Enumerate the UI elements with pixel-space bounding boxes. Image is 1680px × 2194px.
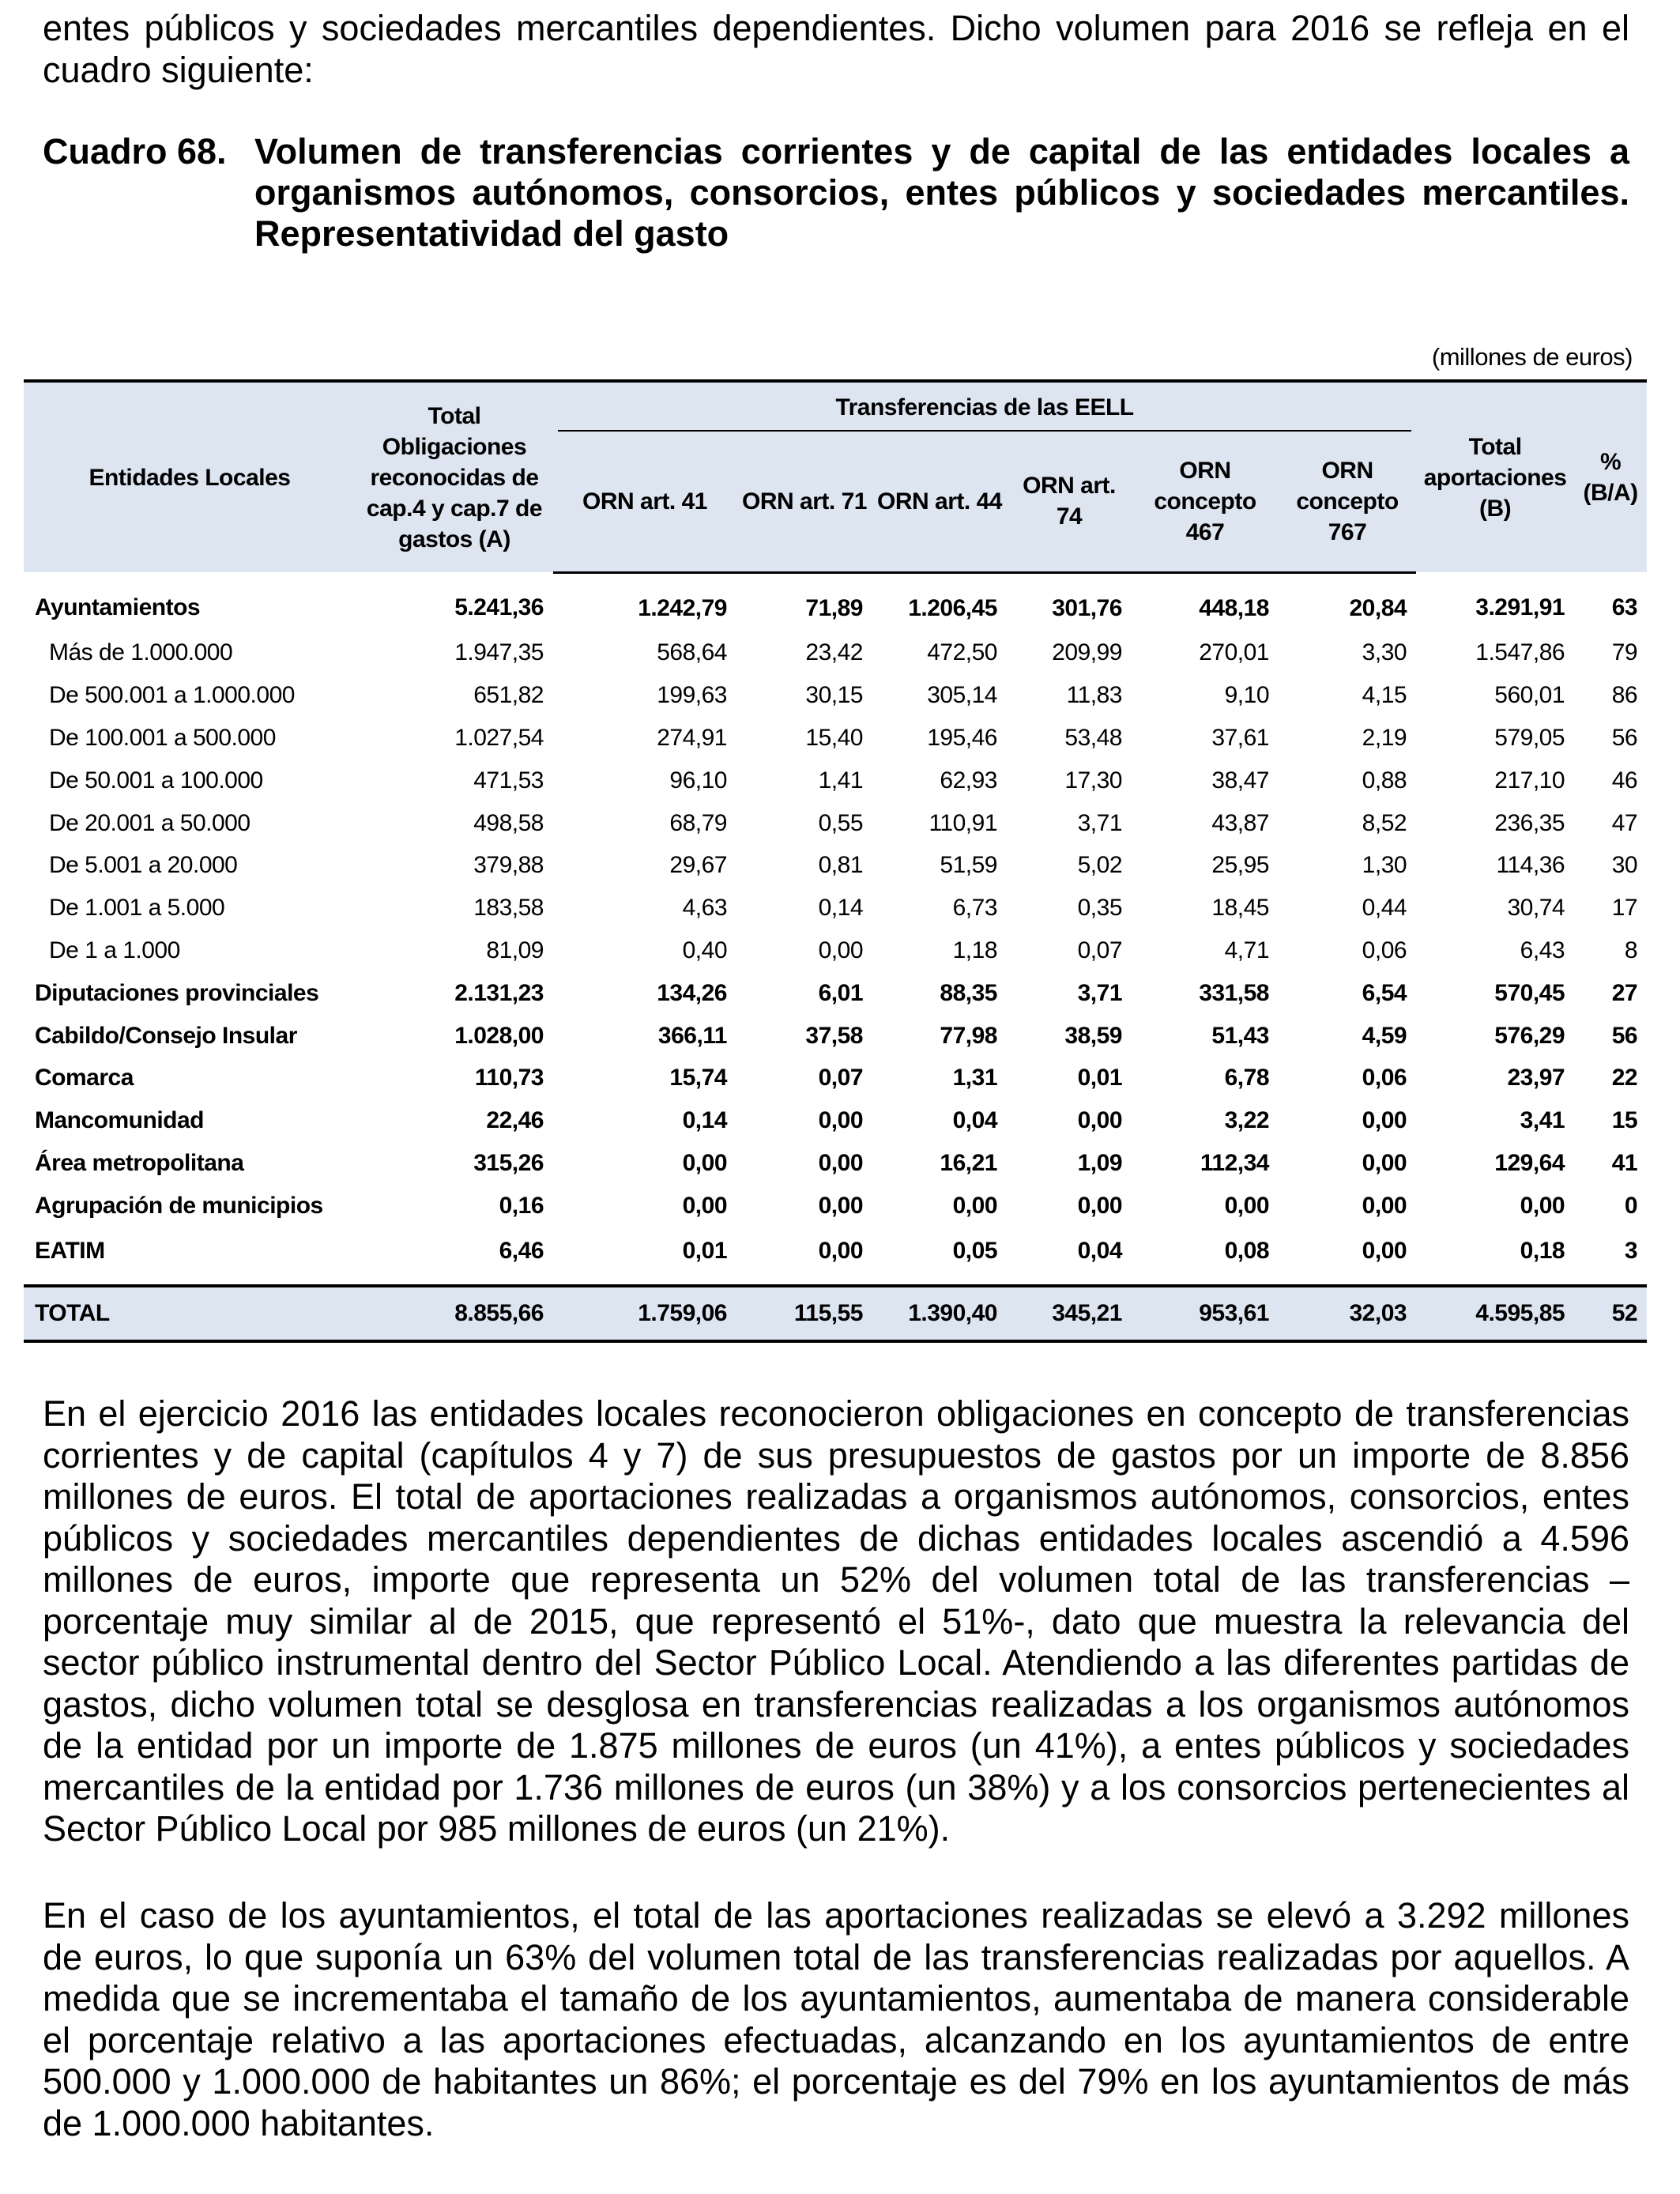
- table-cell: 46: [1611, 767, 1638, 794]
- table-cell: 301,76: [1052, 594, 1122, 621]
- table-cell: 0,01: [682, 1237, 727, 1264]
- table-cell: 41: [1611, 1149, 1638, 1176]
- total-cell: 8.855,66: [356, 1286, 553, 1341]
- table-cell: 3,41: [1520, 1107, 1565, 1134]
- table-cell: 0,07: [1077, 937, 1122, 963]
- table-cell: 18,45: [1211, 895, 1269, 922]
- table-row: [24, 1185, 1647, 1227]
- table-cell: 315,26: [473, 1149, 544, 1176]
- caption-title: Volumen de transferencias corrientes y de capital de las entidades locales a organismos autónomos, consorcios, entes públicos y sociedades mercantiles. Representatividad del gasto: [254, 131, 1629, 254]
- header-orn767: ORN concepto 767: [1279, 432, 1416, 572]
- table-cell: 43,87: [1211, 809, 1269, 836]
- table-cell: 0,05: [952, 1237, 997, 1264]
- table-cell: 23,42: [805, 639, 863, 666]
- row-label: EATIM: [35, 1237, 105, 1264]
- table-cell: 3,30: [1362, 639, 1407, 666]
- table-row: [24, 929, 1647, 972]
- table-cell: 4,59: [1362, 1022, 1407, 1049]
- table-cell: 183,58: [473, 895, 544, 922]
- table-cell: 0,00: [818, 1149, 863, 1176]
- table-cell: 498,58: [473, 809, 544, 836]
- table-cell: 56: [1611, 724, 1638, 751]
- table-cell: 576,29: [1494, 1022, 1565, 1049]
- table-cell: 110,73: [474, 1065, 544, 1091]
- paragraph-1: En el ejercicio 2016 las entidades locales reconocieron obligaciones en concepto de transferencias corrientes y de capital (capítulos 4 y 7) de sus presupuestos de gastos por un importe de 8.856 millones de euros. El total de aportaciones realizadas a organismos autónomos, consorcios, entes públicos y sociedades mercantiles dependientes de dichas entidades locales ascendió a 4.596 millones de euros, importe que representa un 52% del volumen total de las transferencias –porcentaje muy similar al de 2015, que representó el 51%-, dato que muestra la relevancia del sector público instrumental dentro del Sector Público Local. Atendiendo a las diferentes partidas de gastos, dicho volumen total se desglosa en transferencias realizadas a los organismos autónomos de la entidad por un importe de 1.875 millones de euros (un 41%), a entes públicos y sociedades mercantiles de la entidad por 1.736 millones de euros (un 38%) y a los consorcios pertenecientes al Sector Público Local por 985 millones de euros (un 21%).: [43, 1393, 1629, 1849]
- table-cell: 37,58: [805, 1022, 863, 1049]
- table-cell: 51,59: [940, 852, 997, 879]
- table-cell: 1,41: [818, 767, 863, 794]
- row-label: De 5.001 a 20.000: [49, 852, 238, 879]
- row-label: Área metropolitana: [35, 1149, 244, 1176]
- table-cell: 0,04: [952, 1107, 997, 1134]
- table-cell: 6,46: [499, 1237, 544, 1264]
- table-cell: 331,58: [1199, 979, 1269, 1006]
- total-cell: 115,55: [736, 1286, 872, 1341]
- header-orn467: ORN concepto 467: [1132, 432, 1279, 572]
- table-cell: 15,40: [805, 724, 863, 751]
- table-caption: [43, 131, 1629, 254]
- table-cell: 27: [1611, 979, 1638, 1006]
- row-label: De 50.001 a 100.000: [49, 767, 263, 794]
- row-label: Cabildo/Consejo Insular: [35, 1022, 297, 1049]
- table-cell: 0,00: [818, 1107, 863, 1134]
- row-label: Más de 1.000.000: [49, 639, 233, 666]
- table-cell: 22: [1611, 1065, 1638, 1091]
- table-cell: 6,73: [952, 895, 997, 922]
- table-cell: 0,18: [1520, 1237, 1565, 1264]
- table-cell: 3,22: [1224, 1107, 1269, 1134]
- table-cell: 1,18: [952, 937, 997, 963]
- header-total-contributions: Total aportaciones (B): [1416, 381, 1574, 572]
- table-cell: 15: [1611, 1107, 1638, 1134]
- table-cell: 0,06: [1362, 937, 1407, 963]
- table-cell: 30,74: [1507, 895, 1565, 922]
- table-cell: 0,00: [1224, 1192, 1269, 1219]
- table-cell: 472,50: [927, 639, 997, 666]
- table-cell: 0,06: [1362, 1065, 1407, 1091]
- table-cell: 5,02: [1077, 852, 1122, 879]
- table-cell: 195,46: [927, 724, 997, 751]
- table-cell: 4,63: [682, 895, 727, 922]
- unit-note: (millones de euros): [1431, 343, 1633, 371]
- table-cell: 11,83: [1066, 682, 1122, 709]
- total-cell: 953,61: [1132, 1286, 1279, 1341]
- table-cell: 16,21: [940, 1149, 997, 1176]
- table-cell: 3.291,91: [1475, 594, 1565, 620]
- table-cell: 56: [1611, 1022, 1638, 1049]
- table-cell: 86: [1611, 682, 1638, 709]
- table-row: [24, 887, 1647, 929]
- table-cell: 0,00: [818, 1192, 863, 1219]
- table-cell: 0,07: [818, 1065, 863, 1091]
- table-cell: 9,10: [1224, 682, 1269, 709]
- table-cell: 217,10: [1494, 767, 1565, 794]
- row-label: De 20.001 a 50.000: [49, 809, 250, 836]
- table-cell: 62,93: [940, 767, 997, 794]
- table-cell: 114,36: [1496, 852, 1565, 879]
- table-cell: 579,05: [1494, 724, 1565, 751]
- total-cell: 52: [1574, 1286, 1647, 1341]
- table-cell: 38,59: [1064, 1022, 1122, 1049]
- table-row: [24, 802, 1647, 845]
- table-cell: 0,00: [1362, 1149, 1407, 1176]
- table-cell: 0,01: [1077, 1065, 1122, 1091]
- table-cell: 0,14: [682, 1107, 727, 1134]
- table-cell: 0,00: [952, 1192, 997, 1219]
- table-cell: 0,00: [1520, 1192, 1565, 1219]
- paragraph-2: En el caso de los ayuntamientos, el total de las aportaciones realizadas se elevó a 3.292 millones de euros, lo que suponía un 63% del volumen total de las transferencias realizadas por aquellos. A medida que se incrementaba el tamaño de los ayuntamientos, aumentaba de manera considerable el porcentaje relativo a las aportaciones efectuadas, alcanzando en los ayuntamientos de entre 500.000 y 1.000.000 de habitantes un 86%; el porcentaje es del 79% en los ayuntamientos de más de 1.000.000 habitantes.: [43, 1895, 1629, 2143]
- table-cell: 0,00: [1362, 1107, 1407, 1134]
- table-cell: 37,61: [1211, 724, 1269, 751]
- table-cell: 88,35: [940, 979, 997, 1006]
- table-cell: 6,01: [818, 979, 863, 1006]
- table-cell: 366,11: [657, 1022, 727, 1049]
- table-cell: 30: [1611, 852, 1638, 879]
- table-cell: 0,00: [682, 1192, 727, 1219]
- table-cell: 305,14: [927, 682, 997, 709]
- table-cell: 1,09: [1077, 1149, 1122, 1176]
- table-header: [24, 381, 1647, 572]
- table-cell: 4,15: [1362, 682, 1407, 709]
- table-cell: 4,71: [1224, 937, 1269, 963]
- row-label: De 1 a 1.000: [49, 937, 180, 963]
- table-cell: 1.206,45: [908, 594, 997, 621]
- table-cell: 17: [1611, 895, 1638, 922]
- header-transfers-group: [553, 381, 1416, 432]
- table-cell: 96,10: [669, 767, 727, 794]
- table-cell: 560,01: [1494, 682, 1565, 709]
- total-cell: 4.595,85: [1416, 1286, 1574, 1341]
- table-cell: 0,88: [1362, 767, 1407, 794]
- table-cell: 53,48: [1064, 724, 1122, 751]
- total-cell: 1.759,06: [553, 1286, 736, 1341]
- table-cell: 8,52: [1362, 809, 1407, 836]
- table-cell: 29,67: [669, 852, 727, 879]
- table-cell: 0,08: [1224, 1237, 1269, 1264]
- transfers-table: [24, 379, 1647, 1343]
- header-group-underline: [558, 430, 1411, 432]
- table-cell: 448,18: [1199, 594, 1269, 621]
- header-orn41: ORN art. 41: [553, 432, 736, 572]
- table-cell: 1.027,54: [454, 724, 544, 751]
- intro-paragraph: entes públicos y sociedades mercantiles dependientes. Dicho volumen para 2016 se refleja en el cuadro siguiente:: [43, 8, 1629, 90]
- table-body: [24, 572, 1647, 1341]
- table-cell: 134,26: [657, 979, 727, 1006]
- table-cell: 3,71: [1077, 979, 1122, 1006]
- table-cell: 71,89: [805, 594, 863, 621]
- table-cell: 0,81: [818, 852, 863, 879]
- table-cell: 79: [1611, 639, 1638, 666]
- table-cell: 17,30: [1064, 767, 1122, 794]
- header-orn71: ORN art. 71: [736, 432, 872, 572]
- row-label: De 1.001 a 5.000: [49, 895, 225, 922]
- table-cell: 0,00: [818, 1237, 863, 1264]
- table-cell: 0,16: [499, 1192, 544, 1219]
- table-cell: 22,46: [486, 1107, 544, 1134]
- table-cell: 1.242,79: [638, 594, 727, 621]
- table-row: [24, 1057, 1647, 1099]
- table-cell: 0,00: [1077, 1107, 1122, 1134]
- table-cell: 570,45: [1494, 979, 1565, 1006]
- total-cell: 345,21: [1007, 1286, 1132, 1341]
- table-cell: 2.131,23: [454, 979, 544, 1006]
- table-cell: 129,64: [1494, 1149, 1565, 1176]
- table-cell: 1.947,35: [454, 639, 544, 666]
- caption-number: Cuadro 68.: [43, 131, 227, 172]
- header-total-obligations: Total Obligaciones reconocidas de cap.4 y cap.7 de gastos (A): [356, 381, 553, 572]
- table-cell: 8: [1624, 937, 1638, 963]
- table-row: [24, 632, 1647, 675]
- header-orn74: ORN art. 74: [1007, 432, 1132, 572]
- table-cell: 30,15: [805, 682, 863, 709]
- table-cell: 23,97: [1507, 1065, 1565, 1091]
- header-orn44: ORN art. 44: [872, 432, 1007, 572]
- table-row: [24, 674, 1647, 717]
- table-cell: 3: [1624, 1237, 1638, 1264]
- row-label: Comarca: [35, 1065, 134, 1091]
- table-cell: 51,43: [1211, 1022, 1269, 1049]
- table-cell: 15,74: [669, 1065, 727, 1091]
- table-row: [24, 1015, 1647, 1057]
- table-cell: 471,53: [473, 767, 544, 794]
- table-cell: 6,54: [1362, 979, 1407, 1006]
- table-cell: 209,99: [1052, 639, 1122, 666]
- table-row: [24, 760, 1647, 802]
- table-row: [24, 1227, 1647, 1286]
- table-cell: 0,00: [1362, 1237, 1407, 1264]
- table-cell: 25,95: [1211, 852, 1269, 879]
- row-label: Mancomunidad: [35, 1107, 205, 1134]
- table-row: [24, 1142, 1647, 1185]
- table-cell: 112,34: [1200, 1149, 1269, 1176]
- table-cell: 2,19: [1362, 724, 1407, 751]
- table-cell: 6,43: [1520, 937, 1565, 963]
- row-label: Agrupación de municipios: [35, 1192, 323, 1219]
- table-row: [24, 717, 1647, 760]
- table-cell: 0: [1624, 1192, 1638, 1219]
- total-cell: 1.390,40: [872, 1286, 1007, 1341]
- table-row: [24, 572, 1647, 632]
- table-cell: 1.028,00: [454, 1022, 544, 1049]
- table-cell: 5.241,36: [454, 594, 544, 620]
- table-cell: 77,98: [940, 1022, 997, 1049]
- table-cell: 199,63: [657, 682, 727, 709]
- table-cell: 1.547,86: [1475, 639, 1565, 666]
- table-cell: 0,35: [1077, 895, 1122, 922]
- header-entity: Entidades Locales: [24, 381, 356, 572]
- table-cell: 3,71: [1077, 809, 1122, 836]
- table-cell: 236,35: [1494, 809, 1565, 836]
- total-label: TOTAL: [24, 1286, 356, 1341]
- table-row: [24, 1099, 1647, 1142]
- row-label: De 100.001 a 500.000: [49, 724, 276, 751]
- table-cell: 68,79: [669, 809, 727, 836]
- table-cell: 568,64: [657, 639, 727, 666]
- table-cell: 0,04: [1077, 1237, 1122, 1264]
- table-cell: 0,00: [818, 937, 863, 963]
- total-cell: 32,03: [1279, 1286, 1416, 1341]
- table-row: [24, 972, 1647, 1015]
- table-row: [24, 844, 1647, 887]
- table-cell: 1,31: [952, 1065, 997, 1091]
- table-cell: 110,91: [929, 809, 997, 836]
- table-cell: 270,01: [1199, 639, 1269, 666]
- table-cell: 0,40: [682, 937, 727, 963]
- total-row: [24, 1286, 1647, 1341]
- table-cell: 6,78: [1224, 1065, 1269, 1091]
- header-transfers-group-label: Transferencias de las EELL: [835, 394, 1134, 420]
- row-label: Diputaciones provinciales: [35, 979, 319, 1006]
- table-cell: 379,88: [473, 852, 544, 879]
- table-cell: 63: [1611, 594, 1638, 620]
- table-cell: 81,09: [486, 937, 544, 963]
- table-cell: 0,14: [818, 895, 863, 922]
- table-cell: 0,55: [818, 809, 863, 836]
- table-cell: 0,44: [1362, 895, 1407, 922]
- table-cell: 0,00: [682, 1149, 727, 1176]
- table-cell: 0,00: [1077, 1192, 1122, 1219]
- row-label: De 500.001 a 1.000.000: [49, 682, 295, 709]
- table-cell: 38,47: [1211, 767, 1269, 794]
- table-cell: 47: [1611, 809, 1638, 836]
- table-cell: 274,91: [657, 724, 727, 751]
- header-percentage: % (B/A): [1574, 381, 1647, 572]
- table-cell: 0,00: [1362, 1192, 1407, 1219]
- row-label: Ayuntamientos: [35, 594, 201, 620]
- table-cell: 651,82: [473, 682, 544, 709]
- table-cell: 1,30: [1362, 852, 1407, 879]
- table-cell: 20,84: [1349, 594, 1407, 621]
